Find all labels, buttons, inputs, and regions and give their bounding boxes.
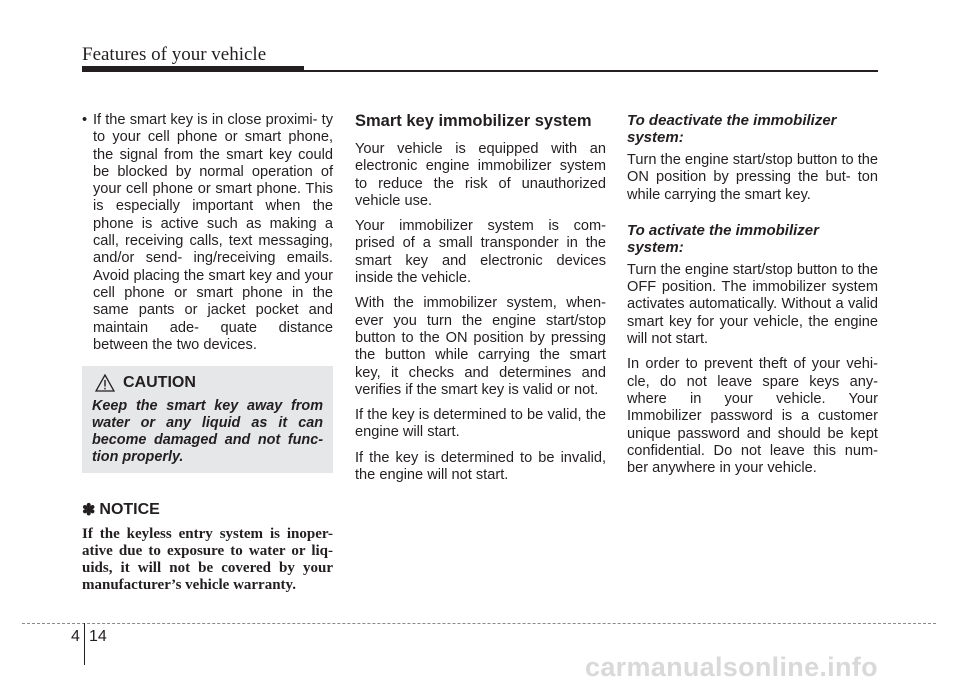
activate-heading: To activate the immobilizer system:	[627, 221, 819, 256]
paragraph: Turn the engine start/stop button to the ON position by pressing the but- ton while carrying the smart key.	[627, 152, 878, 203]
paragraph: In order to prevent theft of your vehi- cle, do not leave spare keys any- where in your vehicle. Your Immobilizer password is a customer unique password and should be kept confidential. Do not leave this num- ber anywhere in your vehicle.	[627, 356, 878, 477]
caution-text: Keep the smart key away from water or any liquid as it can become damaged and not func- tion properly.	[92, 398, 323, 465]
deactivate-heading: To deactivate the immobilizer system:	[627, 112, 837, 146]
paragraph: Your vehicle is equipped with an electronic engine immobilizer system to reduce the risk of unauthorized vehicle use.	[355, 141, 606, 209]
caution-header	[92, 374, 323, 392]
notice-text: If the keyless entry system is inoper- ative due to exposure to water or liq- uids, it will not be covered by your manufacturer’s vehicle warranty.	[82, 526, 333, 593]
paragraph: With the immobilizer system, when- ever you turn the engine start/stop button to the ON position by pressing the button while carrying the smart key, it checks and determines and verifies if the smart key is valid or not.	[355, 295, 606, 398]
header-bar	[82, 66, 304, 72]
bullet-text: If the smart key is in close proximi- ty to your cell phone or smart phone, the signal from the smart key could be blocked by normal operation of your cell phone or smart phone. This is especially important when the phone is active such as making a call, receiving calls, text messaging, and/or send- ing/receiving emails. Avoid placing the smart key and your cell phone or smart phone in the same pants or jacket pocket and maintain ade- quate distance between the two devices.	[93, 112, 333, 353]
page-header-title: Features of your vehicle	[82, 44, 267, 65]
paragraph: Turn the engine start/stop button to the OFF position. The immobilizer system activates automatically. Without a valid smart key for your vehicle, the engine will not start.	[627, 261, 878, 348]
right-column	[627, 112, 878, 485]
page-number: 14	[89, 628, 107, 645]
caution-title: CAUTION	[123, 374, 196, 391]
left-column	[82, 112, 333, 354]
warning-triangle-icon	[95, 374, 115, 392]
footer-divider	[84, 623, 85, 665]
middle-column	[355, 112, 606, 492]
chapter-number: 4	[71, 628, 80, 645]
notice-title: NOTICE	[99, 501, 160, 518]
caution-box	[82, 366, 333, 473]
notice-block	[82, 500, 333, 594]
paragraph: If the key is determined to be valid, the engine will start.	[355, 407, 606, 441]
notice-header	[82, 500, 333, 520]
bullet-dot: •	[82, 112, 88, 128]
section-heading: Smart key immobilizer system	[355, 112, 592, 130]
paragraph: Your immobilizer system is com- prised of a small transponder in the smart key and electronic devices inside the vehicle.	[355, 218, 606, 287]
watermark: carmanualsonline.info	[585, 652, 878, 682]
footer-dashed-rule	[22, 623, 936, 624]
notice-star-icon: ✽	[82, 502, 96, 519]
bullet-item	[82, 112, 333, 354]
header-rule	[300, 70, 878, 72]
paragraph: If the key is determined to be invalid, the engine will not start.	[355, 449, 606, 484]
